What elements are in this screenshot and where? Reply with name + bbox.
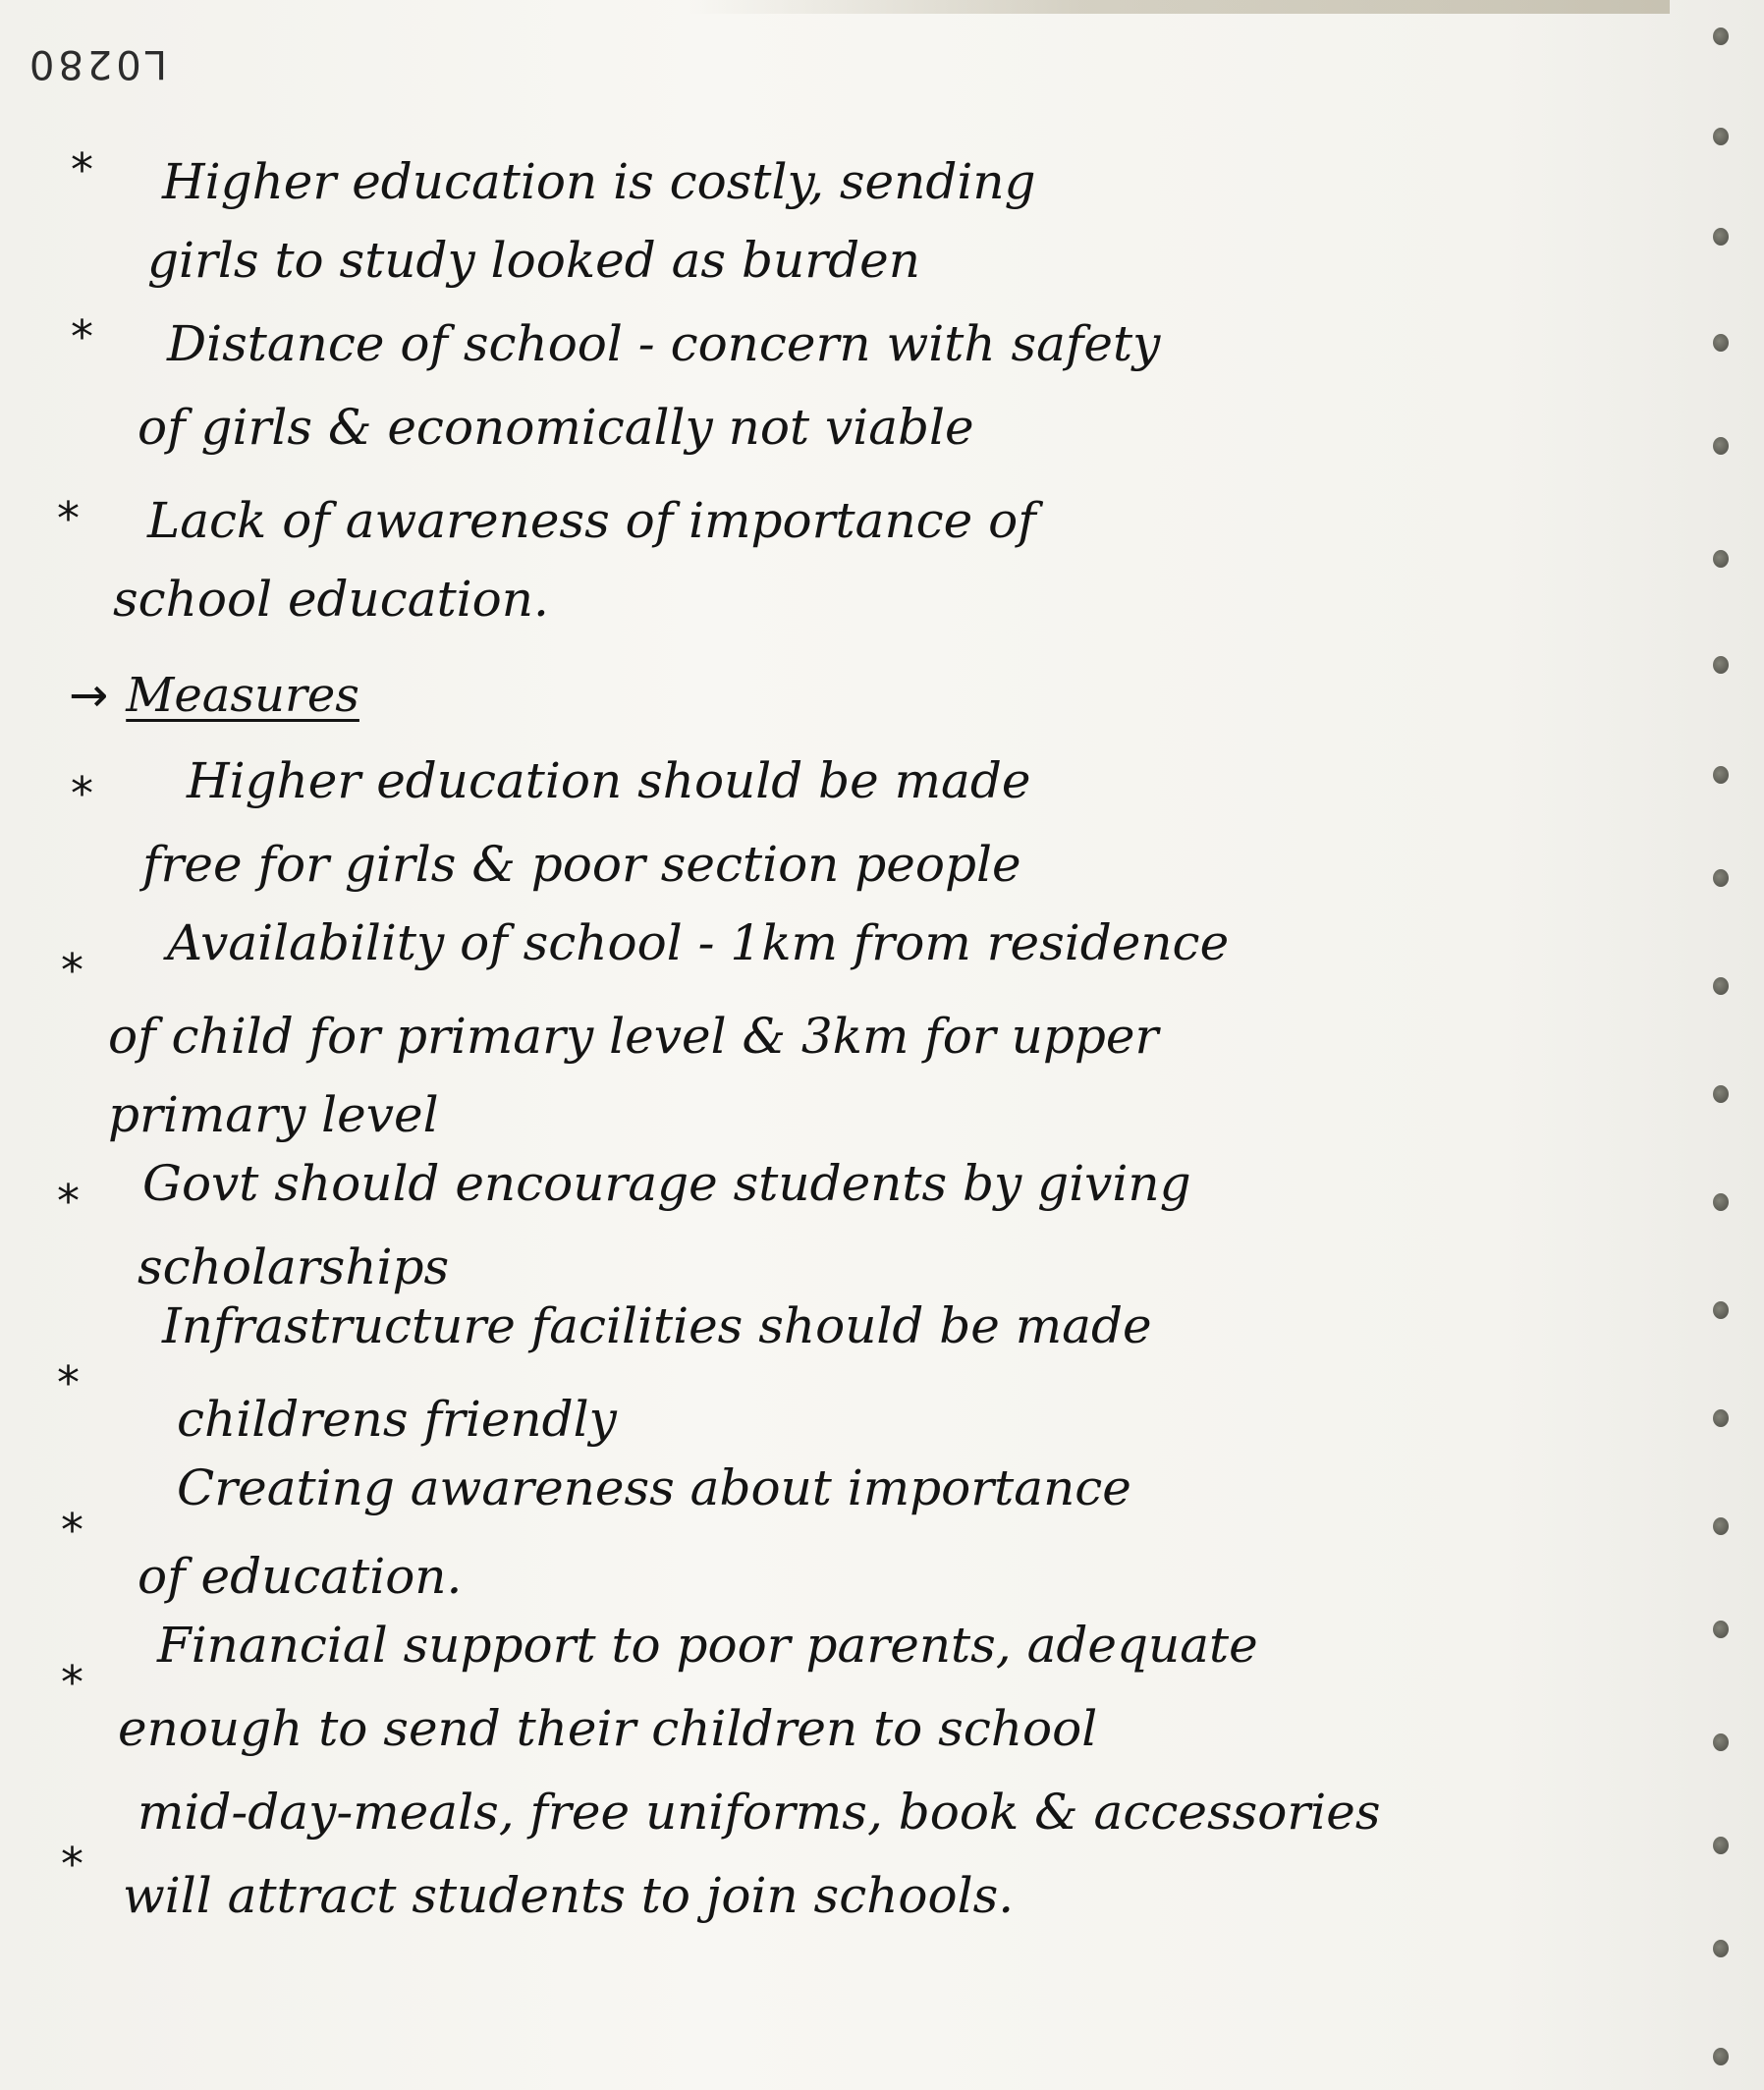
page-number: L0280 [25,41,167,86]
measure-6-line-2: enough to send their children to school [118,1700,1098,1757]
binding-hole [1713,2048,1729,2065]
binding-hole [1713,1193,1729,1211]
measure-3-line-2: scholarships [138,1238,450,1295]
measure-5-line-1: Creating awareness about importance [177,1459,1131,1516]
cause-3-line-1: Lack of awareness of importance of [147,492,1036,549]
bullet-measure-2: * [61,944,83,997]
cause-3-line-2: school education. [113,571,549,628]
cause-2-line-1: Distance of school - concern with safety [167,315,1161,372]
cause-1-line-2: girls to study looked as burden [147,232,920,289]
bullet-measure-7: * [61,1838,83,1891]
binding-hole [1713,1409,1729,1427]
binding-hole [1713,1940,1729,1957]
measure-2-line-1: Availability of school - 1km from residence [167,914,1230,971]
measure-2-line-3: primary level [108,1086,439,1143]
measure-5-line-2: of education. [138,1548,463,1605]
binding-hole [1713,766,1729,784]
bullet-cause-1: * [71,143,93,196]
measure-4-line-1: Infrastructure facilities should be made [162,1297,1152,1354]
binding-hole [1713,1621,1729,1638]
binding-hole [1713,28,1729,45]
binding-hole [1713,1733,1729,1751]
cause-1-line-1: Higher education is costly, sending [162,153,1036,210]
measure-1-line-1: Higher education should be made [187,752,1031,809]
measure-6-line-1: Financial support to poor parents, adequate [157,1617,1258,1674]
bullet-cause-2: * [71,310,93,363]
cause-2-line-2: of girls & economically not viable [138,399,974,456]
measure-3-line-1: Govt should encourage students by giving [142,1155,1191,1212]
measure-7-line-1: mid-day-meals, free uniforms, book & accessories [138,1784,1381,1841]
binding-hole [1713,1517,1729,1535]
binding-hole [1713,1301,1729,1319]
binding-hole [1713,334,1729,352]
binding-hole [1713,437,1729,455]
measure-2-line-2: of child for primary level & 3km for upper [108,1008,1159,1065]
bullet-measure-3: * [57,1175,80,1228]
measures-heading [69,668,359,723]
spiral-binding [1676,0,1764,2090]
binding-hole [1713,869,1729,887]
binding-hole [1713,1837,1729,1854]
binding-hole [1713,1085,1729,1103]
measures-heading-text: Measures [126,668,359,723]
binding-hole [1713,550,1729,568]
bullet-measure-6: * [61,1656,83,1709]
page-top-shadow [688,0,1670,14]
measure-4-line-2: childrens friendly [177,1391,617,1448]
binding-hole [1713,128,1729,145]
measure-7-line-2: will attract students to join schools. [123,1867,1015,1924]
bullet-cause-3: * [57,492,80,545]
arrow-icon: → [69,668,109,723]
bullet-measure-5: * [61,1504,83,1557]
binding-hole [1713,228,1729,246]
bullet-measure-4: * [57,1356,80,1409]
bullet-measure-1: * [71,767,93,820]
binding-hole [1713,656,1729,674]
measure-1-line-2: free for girls & poor section people [142,836,1021,893]
binding-hole [1713,977,1729,995]
